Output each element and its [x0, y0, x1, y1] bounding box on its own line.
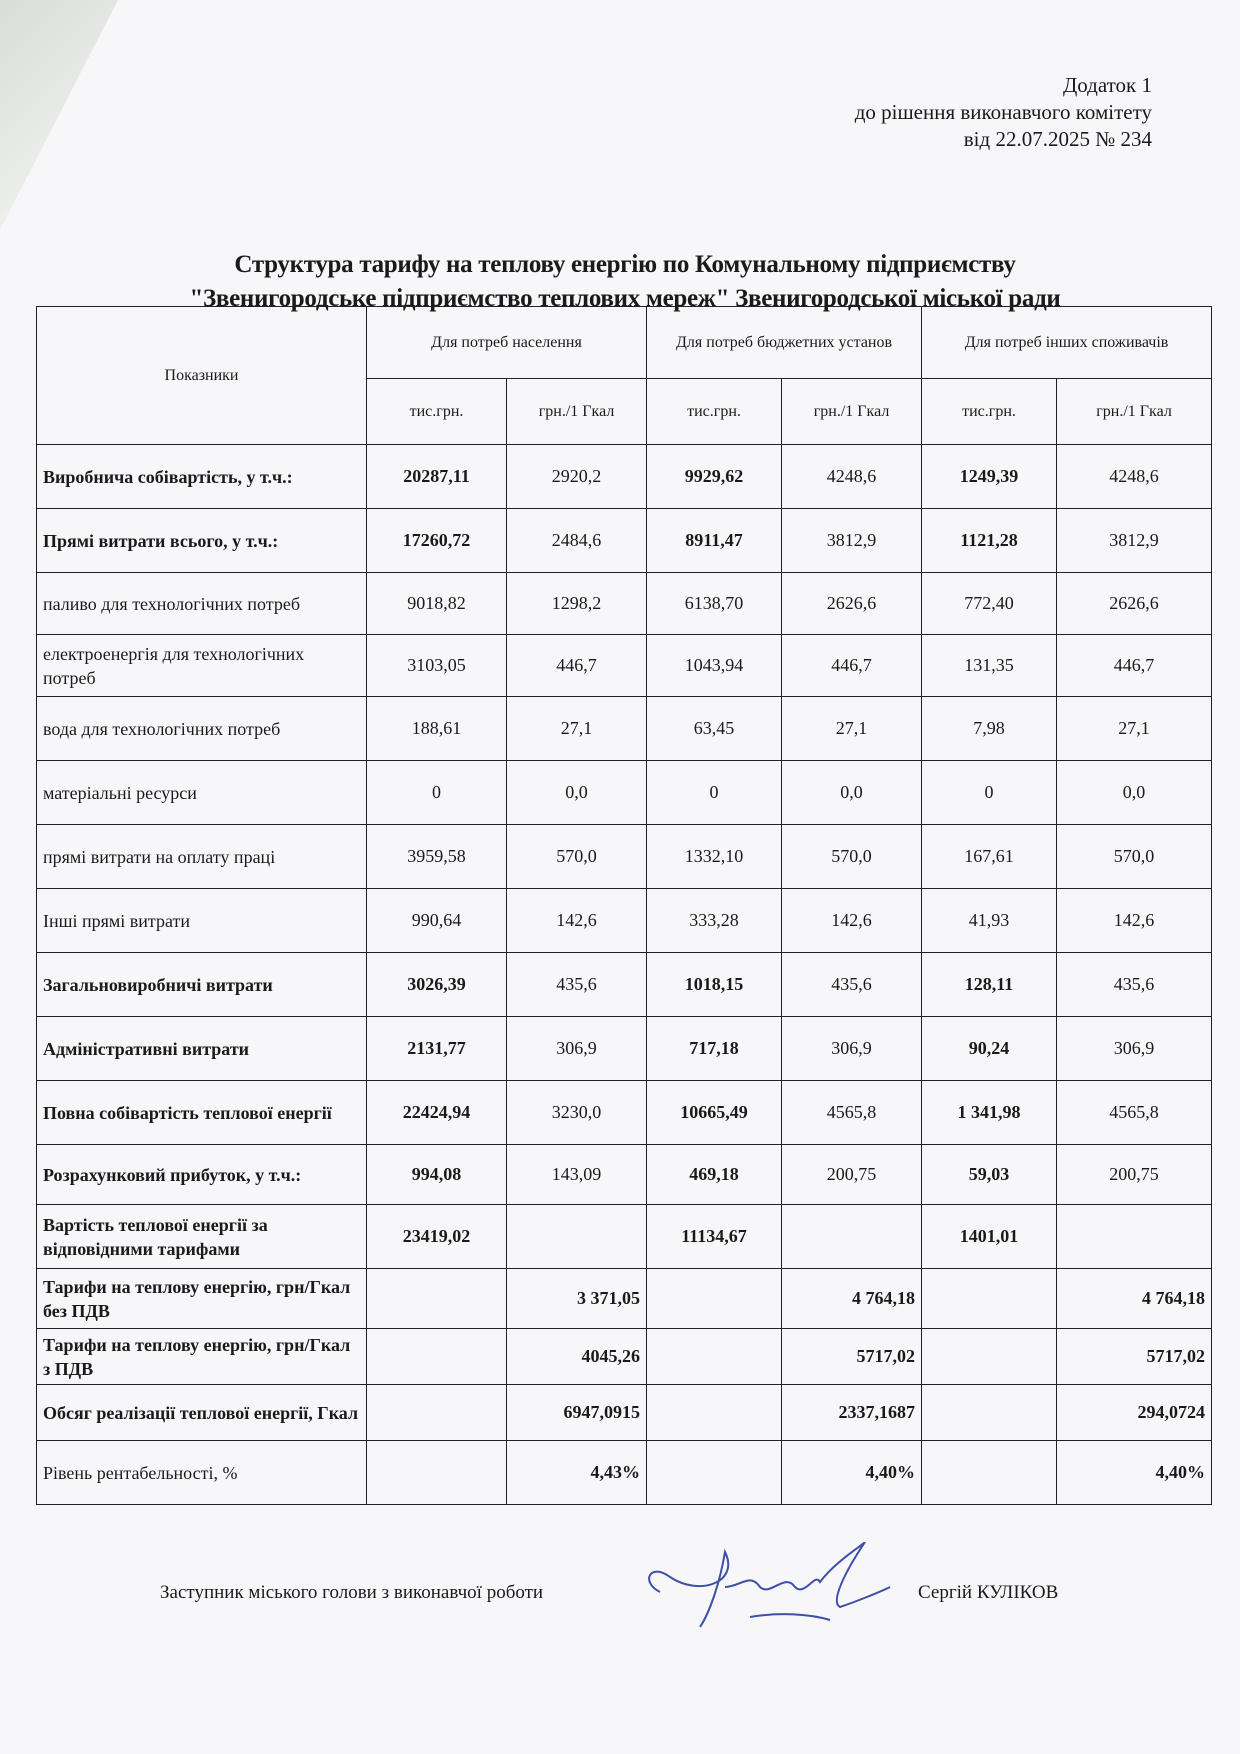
table-row	[37, 697, 1212, 761]
cell-value: 2337,1687	[782, 1385, 922, 1441]
cell-value: 3959,58	[367, 825, 507, 889]
cell-value: 4 764,18	[1057, 1269, 1212, 1329]
table-row	[37, 1385, 1212, 1441]
table-row	[37, 825, 1212, 889]
cell-value	[647, 1329, 782, 1385]
cell-value: 3812,9	[782, 509, 922, 573]
cell-value	[367, 1441, 507, 1505]
cell-value: 446,7	[1057, 635, 1212, 697]
cell-value: 8911,47	[647, 509, 782, 573]
cell-value	[367, 1269, 507, 1329]
cell-value: 11134,67	[647, 1205, 782, 1269]
cell-value: 4,40%	[1057, 1441, 1212, 1505]
cell-value: 90,24	[922, 1017, 1057, 1081]
cell-value: 0	[647, 761, 782, 825]
table-row	[37, 1441, 1212, 1505]
cell-value: 446,7	[507, 635, 647, 697]
cell-value: 4,40%	[782, 1441, 922, 1505]
cell-value: 570,0	[1057, 825, 1212, 889]
cell-value: 27,1	[782, 697, 922, 761]
signatory-name: Сергій КУЛІКОВ	[918, 1582, 1059, 1603]
header-unit: тис.грн.	[922, 379, 1057, 445]
header-group-other: Для потреб інших споживачів	[922, 307, 1212, 379]
signature-block	[160, 1582, 1160, 1604]
header-unit: грн./1 Гкал	[507, 379, 647, 445]
cell-value: 333,28	[647, 889, 782, 953]
cell-value: 4045,26	[507, 1329, 647, 1385]
cell-value	[367, 1385, 507, 1441]
cell-value: 306,9	[782, 1017, 922, 1081]
cell-value: 131,35	[922, 635, 1057, 697]
cell-value: 4 764,18	[782, 1269, 922, 1329]
table-row	[37, 573, 1212, 635]
cell-value: 469,18	[647, 1145, 782, 1205]
row-label: прямі витрати на оплату праці	[37, 825, 367, 889]
table-row	[37, 1081, 1212, 1145]
cell-value: 63,45	[647, 697, 782, 761]
row-label: Виробнича собівартість, у т.ч.:	[37, 445, 367, 509]
row-label: матеріальні ресурси	[37, 761, 367, 825]
cell-value	[922, 1385, 1057, 1441]
row-label: вода для технологічних потреб	[37, 697, 367, 761]
cell-value: 9018,82	[367, 573, 507, 635]
handwritten-signature-icon	[630, 1542, 930, 1632]
cell-value: 772,40	[922, 573, 1057, 635]
signatory-position: Заступник міського голови з виконавчої роботи	[160, 1582, 544, 1603]
cell-value: 27,1	[1057, 697, 1212, 761]
cell-value: 128,11	[922, 953, 1057, 1017]
annex-number: Додаток 1	[1062, 73, 1152, 97]
cell-value	[922, 1269, 1057, 1329]
cell-value	[647, 1441, 782, 1505]
tariff-structure-table	[36, 306, 1212, 1505]
cell-value: 2626,6	[1057, 573, 1212, 635]
cell-value: 188,61	[367, 697, 507, 761]
cell-value: 17260,72	[367, 509, 507, 573]
cell-value: 1401,01	[922, 1205, 1057, 1269]
cell-value: 6947,0915	[507, 1385, 647, 1441]
cell-value: 3812,9	[1057, 509, 1212, 573]
cell-value: 0,0	[507, 761, 647, 825]
cell-value: 1249,39	[922, 445, 1057, 509]
cell-value	[1057, 1205, 1212, 1269]
table-row	[37, 1329, 1212, 1385]
cell-value	[367, 1329, 507, 1385]
table-row	[37, 635, 1212, 697]
cell-value: 4565,8	[782, 1081, 922, 1145]
row-label: паливо для технологічних потреб	[37, 573, 367, 635]
cell-value: 446,7	[782, 635, 922, 697]
row-label: Тарифи на теплову енергію, грн/Гкал з ПДВ	[37, 1329, 367, 1385]
cell-value	[922, 1441, 1057, 1505]
header-unit: грн./1 Гкал	[782, 379, 922, 445]
cell-value: 20287,11	[367, 445, 507, 509]
row-label: Обсяг реалізації теплової енергії, Гкал	[37, 1385, 367, 1441]
cell-value: 3230,0	[507, 1081, 647, 1145]
cell-value: 1332,10	[647, 825, 782, 889]
cell-value	[647, 1269, 782, 1329]
cell-value: 4565,8	[1057, 1081, 1212, 1145]
header-group-budget: Для потреб бюджетних установ	[647, 307, 922, 379]
table-row	[37, 761, 1212, 825]
cell-value: 570,0	[782, 825, 922, 889]
row-label: Рівень рентабельності, %	[37, 1441, 367, 1505]
cell-value: 167,61	[922, 825, 1057, 889]
annex-date-number: від 22.07.2025 № 234	[963, 127, 1152, 151]
row-label: Інші прямі витрати	[37, 889, 367, 953]
row-label: Розрахунковий прибуток, у т.ч.:	[37, 1145, 367, 1205]
header-unit: тис.грн.	[367, 379, 507, 445]
cell-value: 1018,15	[647, 953, 782, 1017]
cell-value: 9929,62	[647, 445, 782, 509]
cell-value: 6138,70	[647, 573, 782, 635]
cell-value: 990,64	[367, 889, 507, 953]
row-label: Прямі витрати всього, у т.ч.:	[37, 509, 367, 573]
cell-value	[922, 1329, 1057, 1385]
page-fold-shadow	[0, 0, 130, 240]
cell-value: 717,18	[647, 1017, 782, 1081]
cell-value: 59,03	[922, 1145, 1057, 1205]
table-row	[37, 445, 1212, 509]
cell-value: 306,9	[1057, 1017, 1212, 1081]
table-row	[37, 1145, 1212, 1205]
cell-value: 22424,94	[367, 1081, 507, 1145]
header-group-population: Для потреб населення	[367, 307, 647, 379]
row-label: електроенергія для технологічних потреб	[37, 635, 367, 697]
cell-value: 5717,02	[782, 1329, 922, 1385]
cell-value: 306,9	[507, 1017, 647, 1081]
row-label: Загальновиробничі витрати	[37, 953, 367, 1017]
cell-value: 4248,6	[1057, 445, 1212, 509]
cell-value	[782, 1205, 922, 1269]
cell-value: 0	[367, 761, 507, 825]
cell-value: 435,6	[1057, 953, 1212, 1017]
cell-value: 3 371,05	[507, 1269, 647, 1329]
cell-value: 142,6	[1057, 889, 1212, 953]
cell-value: 1298,2	[507, 573, 647, 635]
cell-value: 143,09	[507, 1145, 647, 1205]
row-label: Вартість теплової енергії за відповідними тарифами	[37, 1205, 367, 1269]
cell-value	[507, 1205, 647, 1269]
title-line-1: Структура тарифу на теплову енергію по Комунальному підприємству	[234, 251, 1016, 278]
cell-value: 4,43%	[507, 1441, 647, 1505]
cell-value: 0	[922, 761, 1057, 825]
row-label: Тарифи на теплову енергію, грн/Гкал без ПДВ	[37, 1269, 367, 1329]
cell-value: 3026,39	[367, 953, 507, 1017]
cell-value	[647, 1385, 782, 1441]
cell-value: 2626,6	[782, 573, 922, 635]
table-row	[37, 1205, 1212, 1269]
table-row	[37, 1269, 1212, 1329]
header-unit: грн./1 Гкал	[1057, 379, 1212, 445]
table-row	[37, 1017, 1212, 1081]
cell-value: 23419,02	[367, 1205, 507, 1269]
cell-value: 1 341,98	[922, 1081, 1057, 1145]
cell-value: 0,0	[1057, 761, 1212, 825]
cell-value: 142,6	[782, 889, 922, 953]
annex-decision: до рішення виконавчого комітету	[854, 100, 1152, 124]
cell-value: 435,6	[782, 953, 922, 1017]
cell-value: 27,1	[507, 697, 647, 761]
cell-value: 1121,28	[922, 509, 1057, 573]
cell-value: 142,6	[507, 889, 647, 953]
row-label: Повна собівартість теплової енергії	[37, 1081, 367, 1145]
cell-value: 2484,6	[507, 509, 647, 573]
header-indicators: Показники	[37, 307, 367, 445]
cell-value: 3103,05	[367, 635, 507, 697]
table-row	[37, 509, 1212, 573]
cell-value: 7,98	[922, 697, 1057, 761]
header-row-groups	[37, 307, 1212, 379]
header-unit: тис.грн.	[647, 379, 782, 445]
cell-value: 10665,49	[647, 1081, 782, 1145]
cell-value: 570,0	[507, 825, 647, 889]
cell-value: 5717,02	[1057, 1329, 1212, 1385]
table-row	[37, 953, 1212, 1017]
cell-value: 2131,77	[367, 1017, 507, 1081]
cell-value: 0,0	[782, 761, 922, 825]
cell-value: 1043,94	[647, 635, 782, 697]
cell-value: 435,6	[507, 953, 647, 1017]
table-row	[37, 889, 1212, 953]
cell-value: 200,75	[1057, 1145, 1212, 1205]
cell-value: 41,93	[922, 889, 1057, 953]
cell-value: 200,75	[782, 1145, 922, 1205]
cell-value: 4248,6	[782, 445, 922, 509]
title-line-2: "Звенигородське підприємство теплових мереж" Звенигородської міської ради	[189, 285, 1061, 312]
cell-value: 294,0724	[1057, 1385, 1212, 1441]
cell-value: 994,08	[367, 1145, 507, 1205]
row-label: Адміністративні витрати	[37, 1017, 367, 1081]
annex-header	[855, 72, 1152, 153]
cell-value: 2920,2	[507, 445, 647, 509]
